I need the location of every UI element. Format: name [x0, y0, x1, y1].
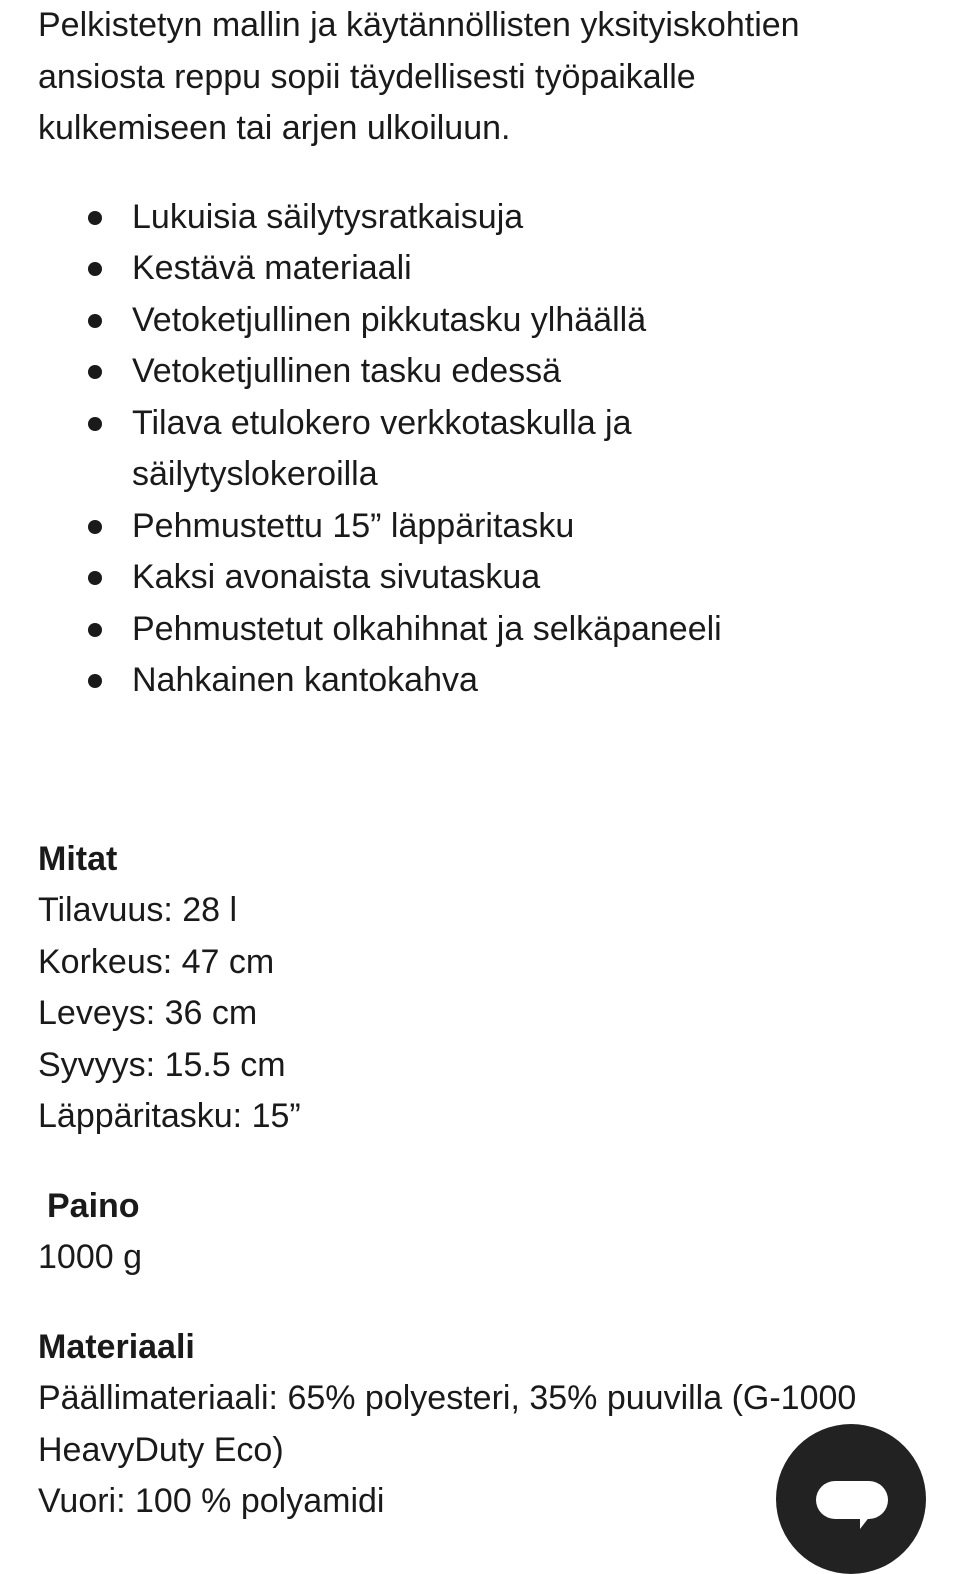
feature-item: Lukuisia säilytysratkaisuja: [132, 192, 938, 244]
feature-list: [38, 192, 938, 707]
product-description: [38, 0, 938, 1528]
feature-item: Pehmustetut olkahihnat ja selkäpaneeli: [132, 604, 938, 656]
feature-item: Kestävä materiaali: [132, 243, 938, 295]
feature-item: Pehmustettu 15” läppäritasku: [132, 501, 938, 553]
intro-line: ansiosta reppu sopii täydellisesti työpaikalle: [38, 57, 696, 96]
intro-line: kulkemiseen tai arjen ulkoiluun.: [38, 109, 511, 147]
spec-line: Korkeus: 47 cm: [38, 942, 275, 981]
chat-button[interactable]: [776, 1424, 926, 1574]
spec-line: Leveys: 36 cm: [38, 994, 258, 1032]
lining-line: Vuori: 100 % polyamidi: [38, 1482, 385, 1520]
spec-line: Läppäritasku: 15”: [38, 1097, 301, 1135]
feature-item: Nahkainen kantokahva: [132, 655, 938, 707]
material-title: Materiaali: [38, 1327, 195, 1366]
feature-item: Vetoketjullinen tasku edessä: [132, 346, 938, 398]
material-line: HeavyDuty Eco): [38, 1430, 284, 1469]
intro-paragraph: [38, 0, 938, 155]
feature-item: Kaksi avonaista sivutaskua: [132, 552, 938, 604]
feature-line: säilytyslokeroilla: [132, 455, 378, 493]
weight-section: [38, 1181, 938, 1284]
spec-line: Syvyys: 15.5 cm: [38, 1045, 286, 1084]
feature-line: Tilava etulokero verkkotaskulla ja: [132, 403, 632, 442]
material-line: Päällimateriaali: 65% polyesteri, 35% puuvilla (G-1000: [38, 1379, 857, 1417]
intro-line: Pelkistetyn mallin ja käytännöllisten yksityiskohtien: [38, 6, 800, 44]
weight-value: 1000 g: [38, 1238, 142, 1276]
dimensions-title: Mitat: [38, 839, 118, 878]
feature-item: Vetoketjullinen pikkutasku ylhäällä: [132, 295, 938, 347]
chat-bubble-icon: [816, 1481, 888, 1519]
spec-line: Tilavuus: 28 l: [38, 891, 238, 929]
weight-title: Paino: [47, 1186, 140, 1225]
feature-item: [132, 398, 938, 501]
dimensions-section: [38, 834, 938, 1143]
